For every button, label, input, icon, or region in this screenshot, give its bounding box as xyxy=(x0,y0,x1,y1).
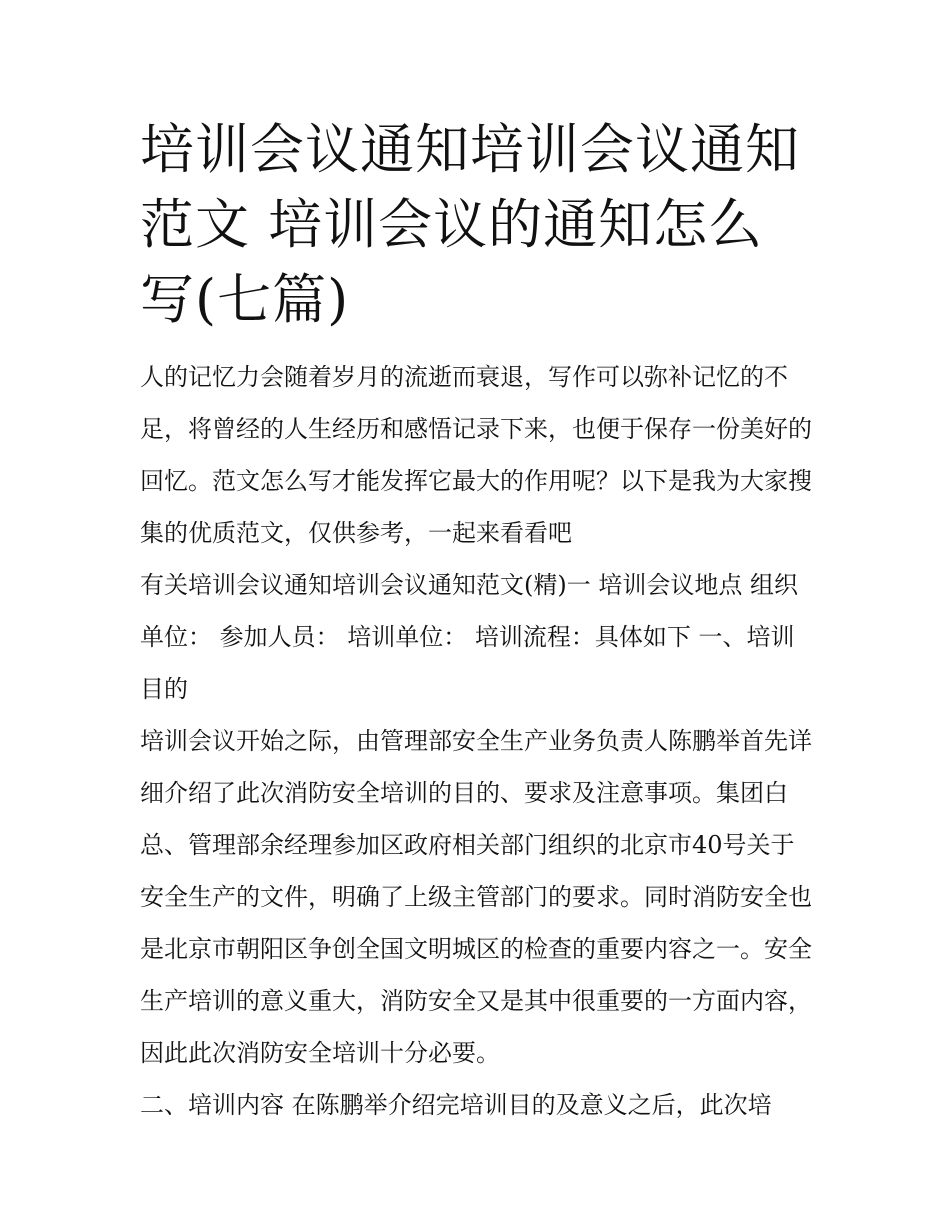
body-paragraph: 培训会议开始之际，由管理部安全生产业务负责人陈鹏举首先详细介绍了此次消防安全培训的目的、要求及注意事项。集团白总、管理部余经理参加区政府相关部门组织的北京市40号关于安全生产的文件，明确了上级主管部门的要求。同时消防安全也是北京市朝阳区争创全国文明城区的检查的重要内容之一。安全生产培训的意义重大，消防安全又是其中很重要的一方面内容，因此此次消防安全培训十分必要。 xyxy=(140,727,812,1067)
document-title: 培训会议通知培训会议通知范文 培训会议的通知怎么写(七篇) xyxy=(140,118,800,331)
intro-paragraph: 人的记忆力会随着岁月的流逝而衰退，写作可以弥补记忆的不足，将曾经的人生经历和感悟记录下来，也便于保存一份美好的回忆。范文怎么写才能发挥它最大的作用呢？以下是我为大家搜集的优质范文，仅供参考，一起来看看吧 xyxy=(140,363,812,547)
outline-paragraph: 有关培训会议通知培训会议通知范文(精)一 培训会议地点 组织单位： 参加人员： 培训单位： 培训流程：具体如下 一、培训目的 xyxy=(140,571,798,703)
section-two-paragraph: 二、培训内容 在陈鹏举介绍完培训目的及意义之后，此次培 xyxy=(140,1091,772,1119)
document-page xyxy=(140,112,815,1131)
